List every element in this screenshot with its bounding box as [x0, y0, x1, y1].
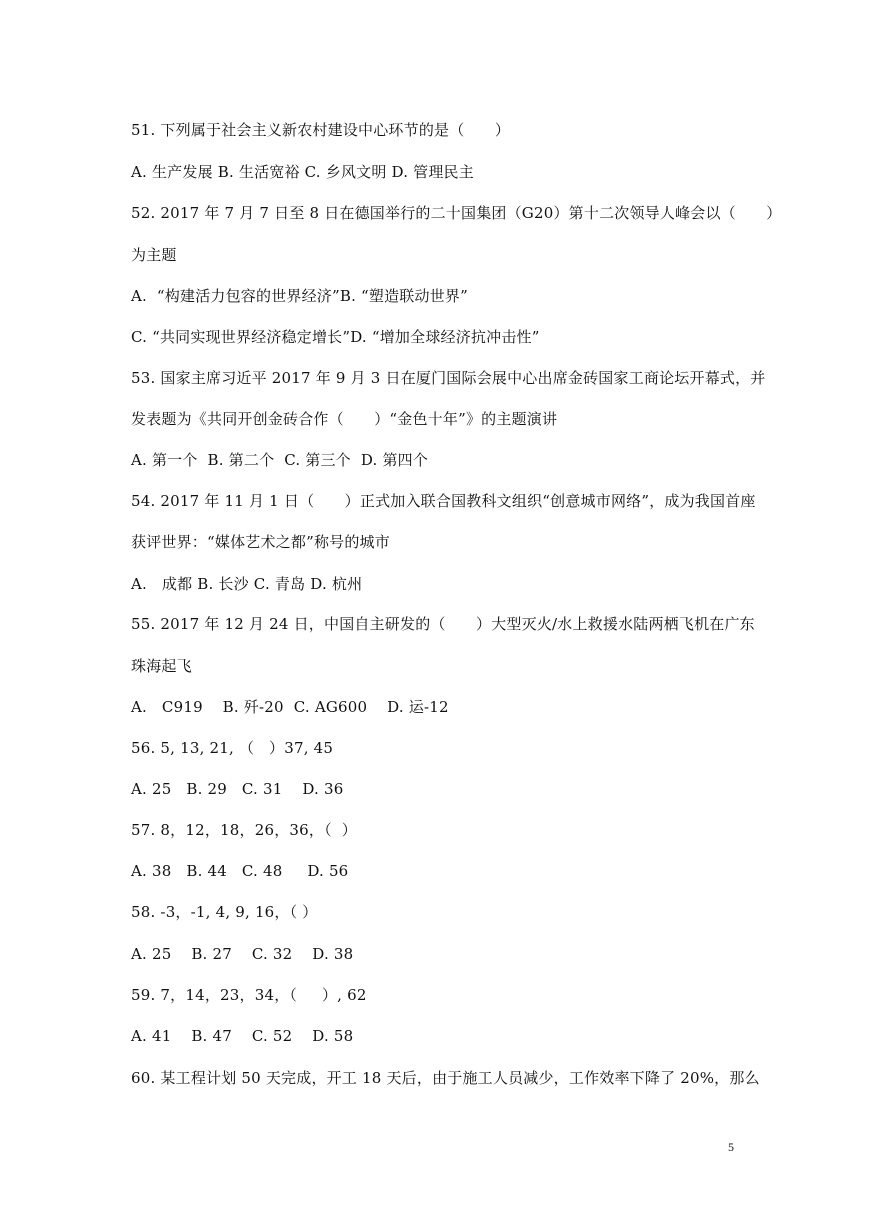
question-51: 51. 下列属于社会主义新农村建设中心环节的是（ ）: [131, 121, 511, 139]
question-52-line-1: 52. 2017 年 7 月 7 日至 8 日在德国举行的二十国集团（G20）第十二次领导人峰会以（ ）: [131, 204, 782, 222]
options-51: A. 生产发展 B. 生活宽裕 C. 乡风文明 D. 管理民主: [131, 163, 474, 181]
question-52-line-2: 为主题: [131, 246, 177, 264]
question-54-line-1: 54. 2017 年 11 月 1 日（ ）正式加入联合国教科文组织“创意城市网络”，成为我国首座: [131, 492, 756, 510]
question-55-line-1: 55. 2017 年 12 月 24 日，中国自主研发的（ ）大型灭火/水上救援水陆两栖飞机在广东: [131, 615, 755, 633]
options-52-line-2: C. “共同实现世界经济稳定增长”D. “增加全球经济抗冲击性”: [131, 328, 540, 346]
options-58: A. 25 B. 27 C. 32 D. 38: [131, 945, 354, 963]
question-53-line-1: 53. 国家主席习近平 2017 年 9 月 3 日在厦门国际会展中心出席金砖国家工商论坛开幕式，并: [131, 369, 766, 387]
options-57: A. 38 B. 44 C. 48 D. 56: [131, 862, 349, 880]
options-54: A. 成都 B. 长沙 C. 青岛 D. 杭州: [131, 575, 363, 593]
options-59: A. 41 B. 47 C. 52 D. 58: [131, 1027, 354, 1045]
question-58: 58. -3，-1, 4, 9, 16，（ ）: [131, 903, 318, 921]
question-57: 57. 8，12，18，26，36，（ ）: [131, 821, 357, 839]
question-56: 56. 5, 13, 21, （ ）37, 45: [131, 739, 334, 757]
page-number: 5: [728, 1140, 734, 1154]
question-53-line-2: 发表题为《共同开创金砖合作（ ）“金色十年”》的主题演讲: [131, 410, 558, 428]
question-59: 59. 7，14，23，34，（ ）, 62: [131, 986, 367, 1004]
options-52-line-1: A. “构建活力包容的世界经济”B. “塑造联动世界”: [131, 287, 468, 305]
question-55-line-2: 珠海起飞: [131, 657, 192, 675]
question-60: 60. 某工程计划 50 天完成，开工 18 天后，由于施工人员减少，工作效率下降了 20%，那么: [131, 1069, 760, 1087]
options-55: A. C919 B. 歼-20 C. AG600 D. 运-12: [131, 698, 449, 716]
question-54-line-2: 获评世界：“媒体艺术之都”称号的城市: [131, 533, 390, 551]
options-56: A. 25 B. 29 C. 31 D. 36: [131, 780, 344, 798]
options-53: A. 第一个 B. 第二个 C. 第三个 D. 第四个: [131, 451, 429, 469]
